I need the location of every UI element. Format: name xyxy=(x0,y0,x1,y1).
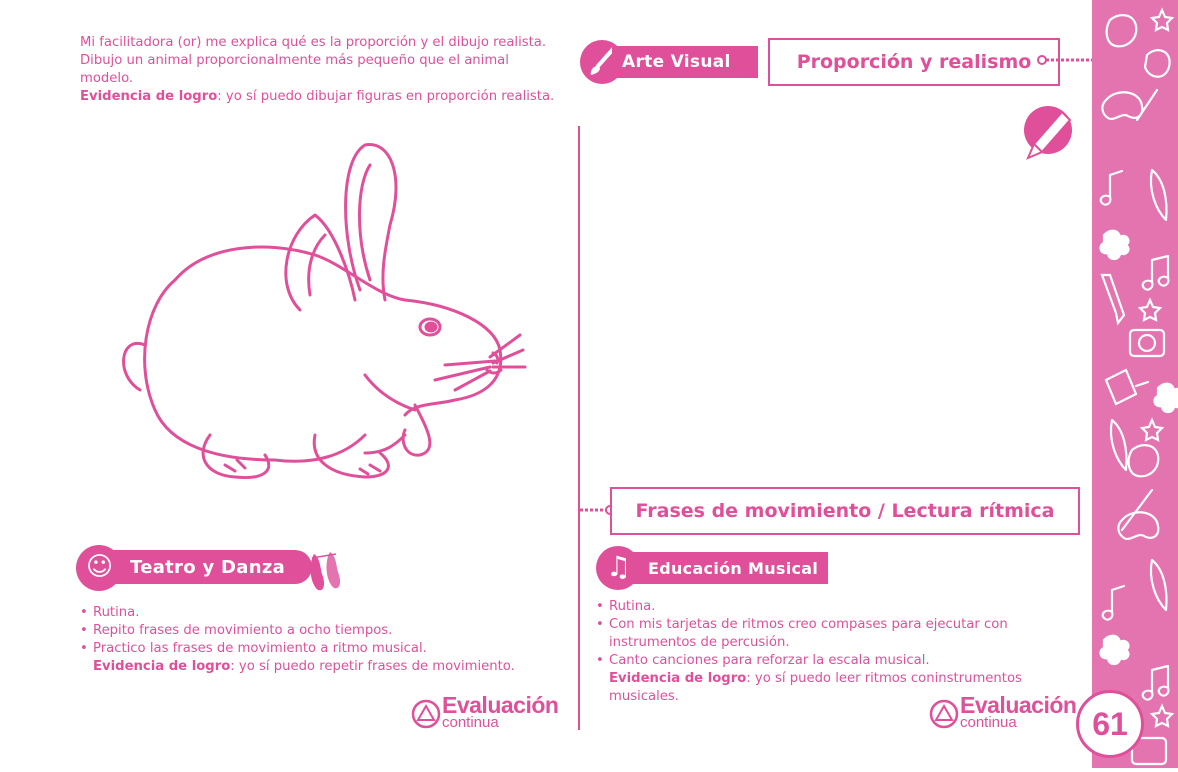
teatro-list xyxy=(80,604,550,676)
list-item: • Rutina. xyxy=(80,604,550,622)
list-item: • Practico las frases de movimiento a ritmo musical. xyxy=(80,640,550,658)
teatro-header xyxy=(92,550,312,584)
proporcion-title: Proporción y realismo xyxy=(796,51,1032,73)
rabbit-drawing xyxy=(115,135,535,505)
proporcion-title-box xyxy=(768,38,1060,86)
intro-text xyxy=(80,34,560,106)
page-number: 61 xyxy=(1076,690,1144,758)
list-item: • Con mis tarjetas de ritmos creo compases para ejecutar con instrumentos de percusión. xyxy=(596,616,1056,652)
musica-list xyxy=(596,598,1056,706)
rope-decoration xyxy=(1036,52,1092,68)
teatro-header-label: Teatro y Danza xyxy=(130,556,286,578)
evidence-label: Evidencia de logro xyxy=(80,89,218,104)
evaluacion-word: Evaluación xyxy=(960,692,1077,718)
intro-evidence xyxy=(80,88,560,106)
intro-line-1: Mi facilitadora (or) me explica qué es la proporción y el dibujo realista. xyxy=(80,35,547,50)
intro-line-2: Dibujo un animal proporcionalmente más pequeño que el animal modelo. xyxy=(80,53,509,86)
evidence-label: Evidencia de logro xyxy=(609,671,747,686)
evaluacion-continua-right xyxy=(930,694,1076,730)
list-item: • Repito frases de movimiento a ocho tiempos. xyxy=(80,622,550,640)
teatro-evidence xyxy=(80,658,550,676)
evidence-label: Evidencia de logro xyxy=(93,659,231,674)
musica-header-label: Educación Musical xyxy=(648,558,819,578)
frases-title: Frases de movimiento / Lectura rítmica xyxy=(635,500,1055,522)
doodles-pattern xyxy=(1092,0,1178,768)
evidence-text: : yo sí puedo dibujar figuras en proporción realista. xyxy=(217,89,555,104)
arte-visual-header-label: Arte Visual xyxy=(622,52,731,72)
evidence-text: : yo sí puedo leer ritmos coninstrumentos musicales. xyxy=(609,671,1022,704)
decorative-strip xyxy=(1092,0,1178,768)
arte-visual-header xyxy=(612,46,758,78)
ballet-shoes-icon xyxy=(306,548,346,596)
pencil-icon xyxy=(1022,104,1074,164)
evidence-text: : yo sí puedo repetir frases de movimiento. xyxy=(230,659,515,674)
music-note-icon: ♫ xyxy=(606,550,632,583)
continua-word: continua xyxy=(442,714,499,731)
page-divider xyxy=(578,126,580,730)
list-item: • Canto canciones para reforzar la escala musical. xyxy=(596,652,1056,670)
list-item: • Rutina. xyxy=(596,598,1056,616)
frases-title-box xyxy=(610,487,1080,535)
continua-word: continua xyxy=(960,714,1017,731)
theater-masks-icon: ☺ xyxy=(86,552,114,582)
evaluacion-word: Evaluación xyxy=(442,692,559,718)
musica-header xyxy=(622,552,828,584)
evaluacion-continua-left xyxy=(412,694,558,730)
